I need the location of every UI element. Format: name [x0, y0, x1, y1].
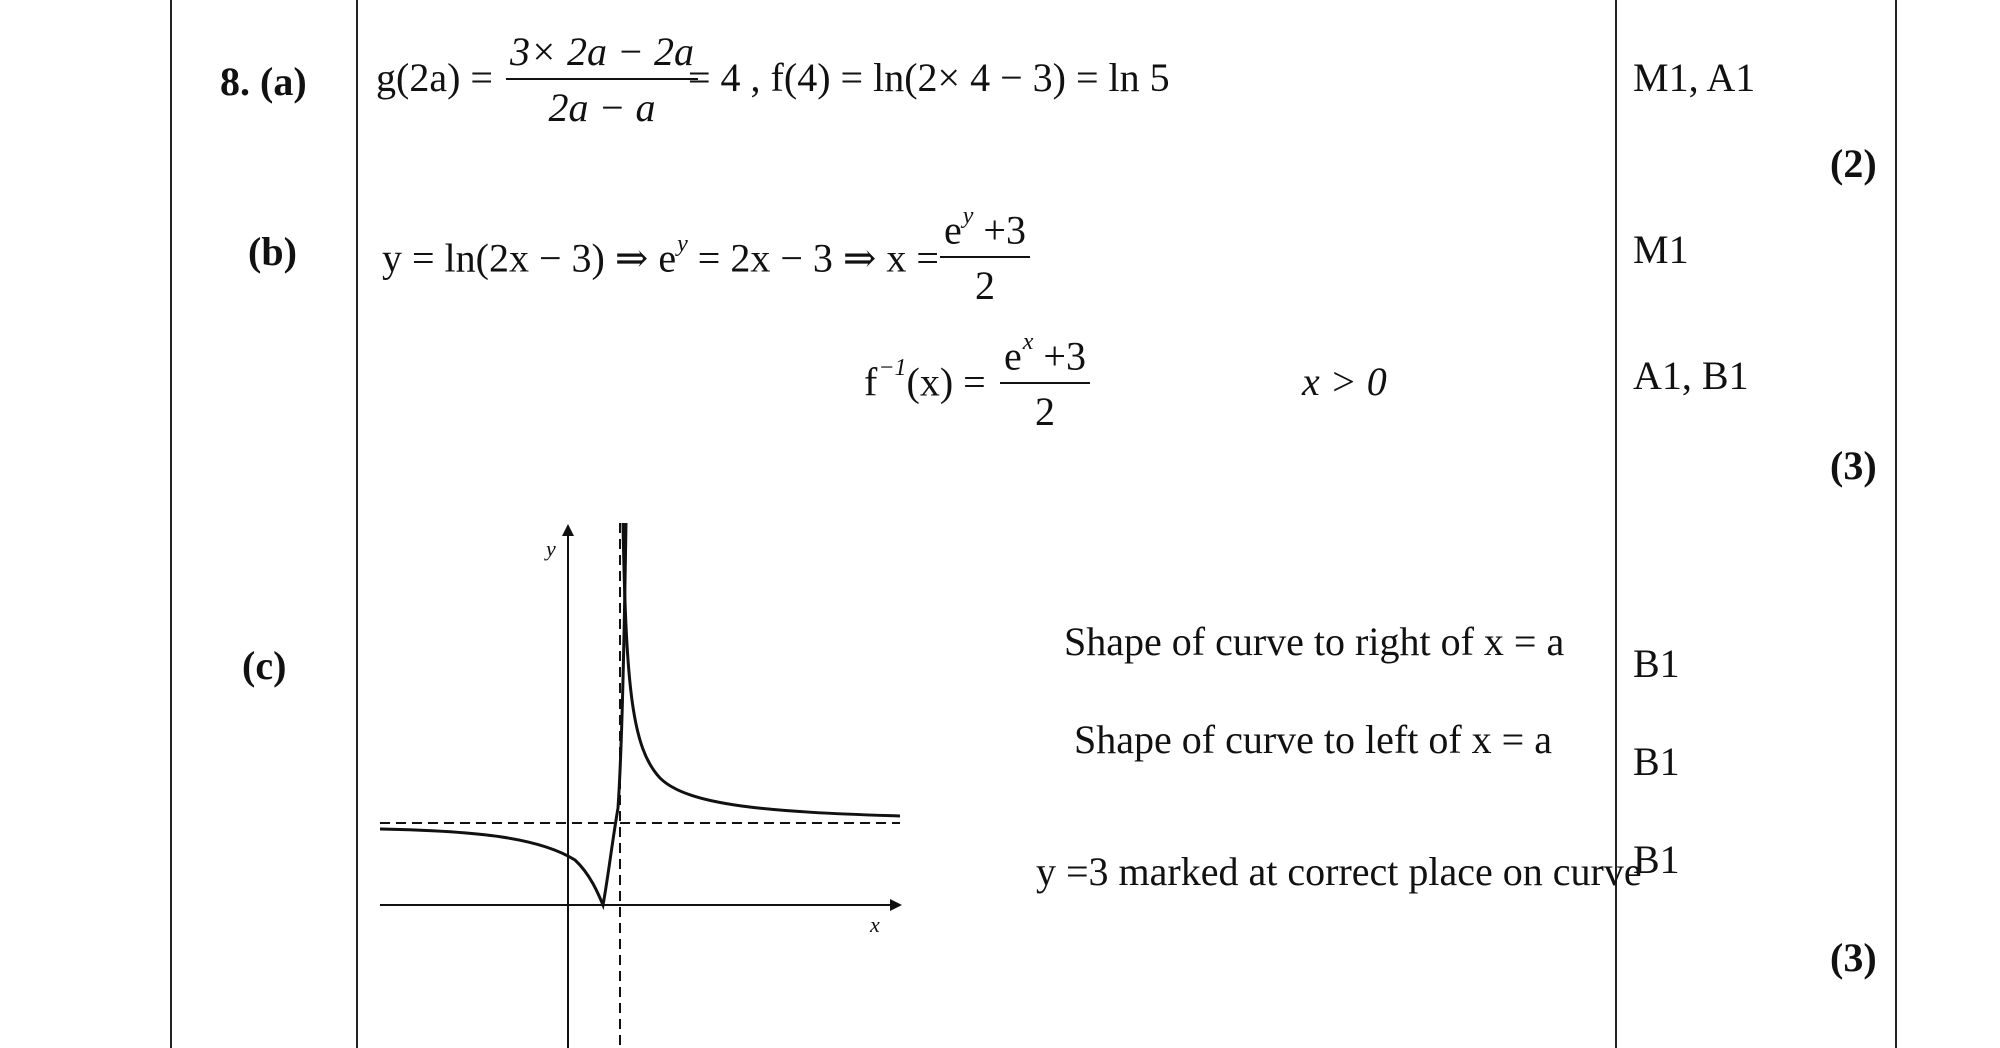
part-b-line1-lhs: y = ln(2x − 3) ⇒ e — [382, 235, 677, 281]
curve-right-branch — [623, 523, 900, 816]
part-label-b: (b) — [248, 229, 297, 274]
numerator-tail: +3 — [1033, 333, 1086, 379]
part-b-domain: x > 0 — [1302, 359, 1387, 404]
numerator-base: e — [944, 207, 962, 253]
part-c-sketch — [370, 508, 910, 1048]
part-b-line1-exponent: y — [677, 231, 688, 257]
part-b-line1-fraction — [940, 203, 1030, 309]
mark-b1: M1 — [1633, 227, 1689, 272]
part-b-line2-lhs: f — [864, 359, 878, 405]
mark-c1: B1 — [1633, 641, 1680, 686]
part-label-c: (c) — [242, 643, 287, 688]
part-b-line2-numerator — [1000, 329, 1090, 384]
y-axis-label: y — [546, 536, 556, 561]
part-b-line2-expression — [864, 355, 986, 405]
mark-c3: B1 — [1633, 837, 1680, 882]
part-a-rhs: = 4 , f(4) = ln(2× 4 − 3) = ln 5 — [688, 55, 1170, 100]
mark-c2: B1 — [1633, 739, 1680, 784]
part-b-line1-numerator — [940, 203, 1030, 258]
part-a-lhs: g(2a) = — [376, 55, 493, 100]
numerator-exponent: x — [1022, 329, 1034, 355]
mark-a: M1, A1 — [1633, 55, 1756, 100]
question-label-8a: 8. (a) — [220, 59, 307, 104]
part-b-line1-mid: = 2x − 3 ⇒ x = — [687, 235, 939, 281]
part-a-fraction — [506, 29, 698, 130]
part-b-line1-denominator: 2 — [974, 263, 995, 309]
table-border-right — [1895, 0, 1897, 1048]
mark-b2: A1, B1 — [1633, 353, 1749, 398]
part-b-line2-exponent: −1 — [878, 355, 907, 381]
part-a-numerator: 3× 2a − 2a — [506, 32, 698, 80]
part-b-line1-expression — [382, 231, 939, 281]
total-b: (3) — [1830, 443, 1877, 488]
part-b-line2-mid: (x) = — [906, 359, 986, 405]
numerator-base: e — [1004, 333, 1022, 379]
part-c-description-asymptote: y =3 marked at correct place on curve — [1036, 849, 1642, 894]
part-b-line2-fraction — [1000, 329, 1090, 435]
table-border-left — [170, 0, 172, 1048]
numerator-tail: +3 — [973, 207, 1026, 253]
numerator-exponent: y — [962, 203, 974, 229]
x-axis-label: x — [870, 912, 880, 937]
part-c-description-left: Shape of curve to left of x = a — [1074, 717, 1552, 762]
part-a-denominator: 2a − a — [548, 85, 656, 130]
curve-left-branch — [380, 523, 626, 905]
total-a: (2) — [1830, 141, 1877, 186]
part-c-description-right: Shape of curve to right of x = a — [1064, 619, 1565, 664]
part-b-line2-denominator: 2 — [1034, 389, 1055, 435]
table-divider-question — [356, 0, 358, 1048]
total-c: (3) — [1830, 935, 1877, 980]
